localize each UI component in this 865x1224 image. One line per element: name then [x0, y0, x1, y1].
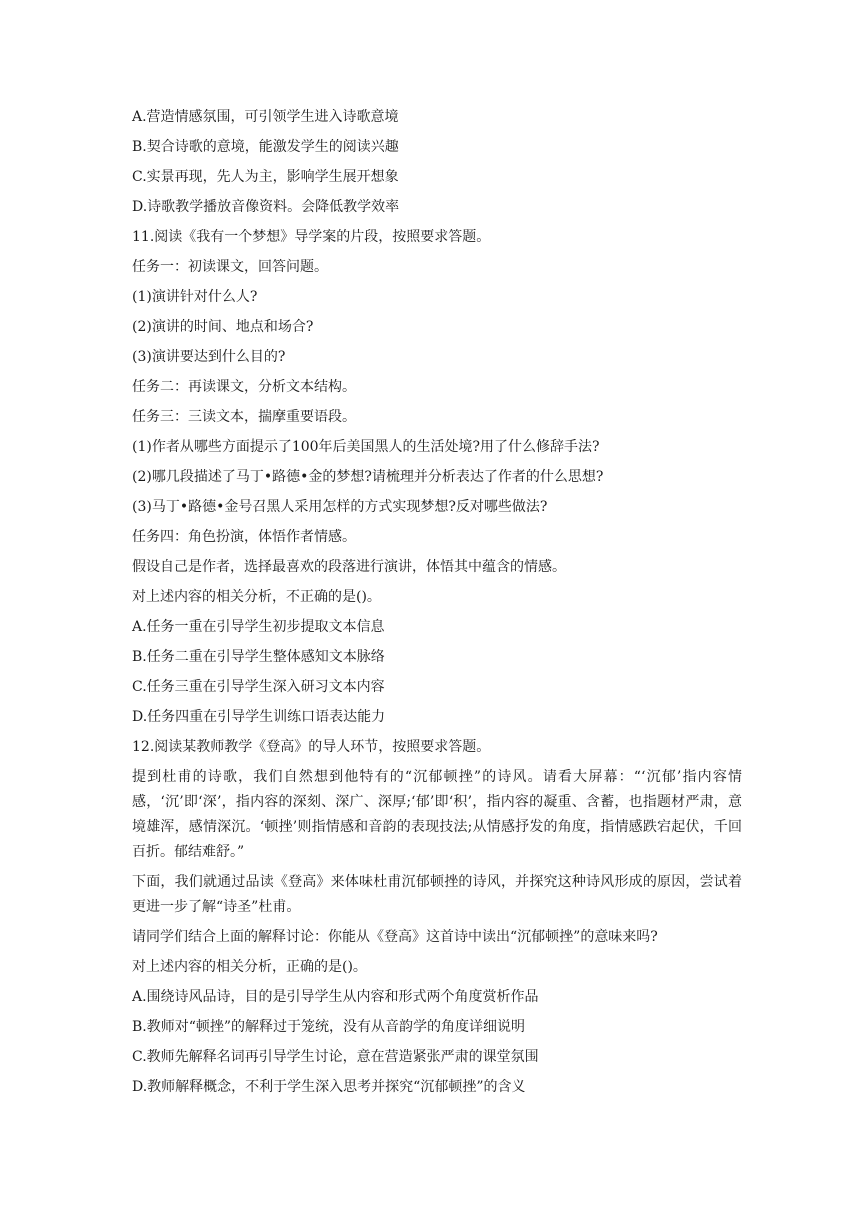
- q12-option-d: D.教师解释概念，不利于学生深入思考并探究“沉郁顿挫”的含义: [132, 1079, 526, 1095]
- q11-task3-item-1: (1)作者从哪些方面提示了100年后美国黑人的生活处境?用了什么修辞手法?: [132, 439, 600, 455]
- q11-question: 对上述内容的相关分析，不正确的是()。: [132, 589, 381, 605]
- q11-task3-item-3: (3)马丁•路德•金号召黑人采用怎样的方式实现梦想?反对哪些做法?: [132, 499, 548, 515]
- q11-option-a: A.任务一重在引导学生初步提取文本信息: [132, 619, 385, 635]
- q11-task4: 任务四：角色扮演，体悟作者情感。: [132, 529, 356, 545]
- q11-task1-item-3: (3)演讲要达到什么目的?: [132, 349, 286, 365]
- q11-task2: 任务二：再读课文，分析文本结构。: [132, 379, 356, 395]
- q10-option-d: D.诗歌教学播放音像资料。会降低教学效率: [132, 199, 400, 215]
- q12-paragraph-2: 下面，我们就通过品读《登高》来体味杜甫沉郁顿挫的诗风，并探究这种诗风形成的原因，尝试着更进一步了解“诗圣”杜甫。: [132, 874, 742, 915]
- q12-question: 对上述内容的相关分析，正确的是()。: [132, 959, 367, 975]
- q11-option-b: B.任务二重在引导学生整体感知文本脉络: [132, 649, 385, 665]
- q11-task3-item-2: (2)哪几段描述了马丁•路德•金的梦想?请梳理并分析表达了作者的什么思想?: [132, 469, 604, 485]
- q12-paragraph-1: 提到杜甫的诗歌，我们自然想到他特有的“沉郁顿挫”的诗风。请看大屏幕：“‘沉郁’指内容情感，‘沉’即‘深’，指内容的深刻、深广、深厚;‘郁’即‘积’，指内容的凝重、含蓄，也指题材严肃，意境雄浑，感情深沉。‘顿挫’则指情感和音韵的表现技法;从情感抒发的角度，指情感跌宕起伏，千回百折。郁结难舒。”: [132, 769, 742, 860]
- q12-stem: 12.阅读某教师教学《登高》的导人环节，按照要求答题。: [132, 739, 491, 755]
- q10-option-a: A.营造情感氛围，可引领学生进入诗歌意境: [132, 109, 399, 125]
- q10-option-b: B.契合诗歌的意境，能激发学生的阅读兴趣: [132, 139, 399, 155]
- q11-task1-item-1: (1)演讲针对什么人?: [132, 289, 258, 305]
- q12-option-b: B.教师对“顿挫”的解释过于笼统，没有从音韵学的角度详细说明: [132, 1019, 526, 1035]
- q10-option-c: C.实景再现，先人为主，影响学生展开想象: [132, 169, 399, 185]
- q12-paragraph-3: 请同学们结合上面的解释讨论：你能从《登高》这首诗中读出“沉郁顿挫”的意味来吗?: [132, 929, 658, 945]
- q11-task3: 任务三：三读文本，揣摩重要语段。: [132, 409, 356, 425]
- q12-option-a: A.围绕诗风品诗，目的是引导学生从内容和形式两个角度赏析作品: [132, 989, 539, 1005]
- q11-option-c: C.任务三重在引导学生深入研习文本内容: [132, 679, 385, 695]
- q11-stem: 11.阅读《我有一个梦想》导学案的片段，按照要求答题。: [132, 229, 491, 245]
- q11-option-d: D.任务四重在引导学生训练口语表达能力: [132, 709, 386, 725]
- q12-option-c: C.教师先解释名词再引导学生讨论，意在营造紧张严肃的课堂氛围: [132, 1049, 539, 1065]
- document-page: [132, 102, 742, 1102]
- q11-task4-detail: 假设自己是作者，选择最喜欢的段落进行演讲，体悟其中蕴含的情感。: [132, 559, 566, 575]
- q11-task1-item-2: (2)演讲的时间、地点和场合?: [132, 319, 314, 335]
- q11-task1: 任务一：初读课文，回答问题。: [132, 259, 328, 275]
